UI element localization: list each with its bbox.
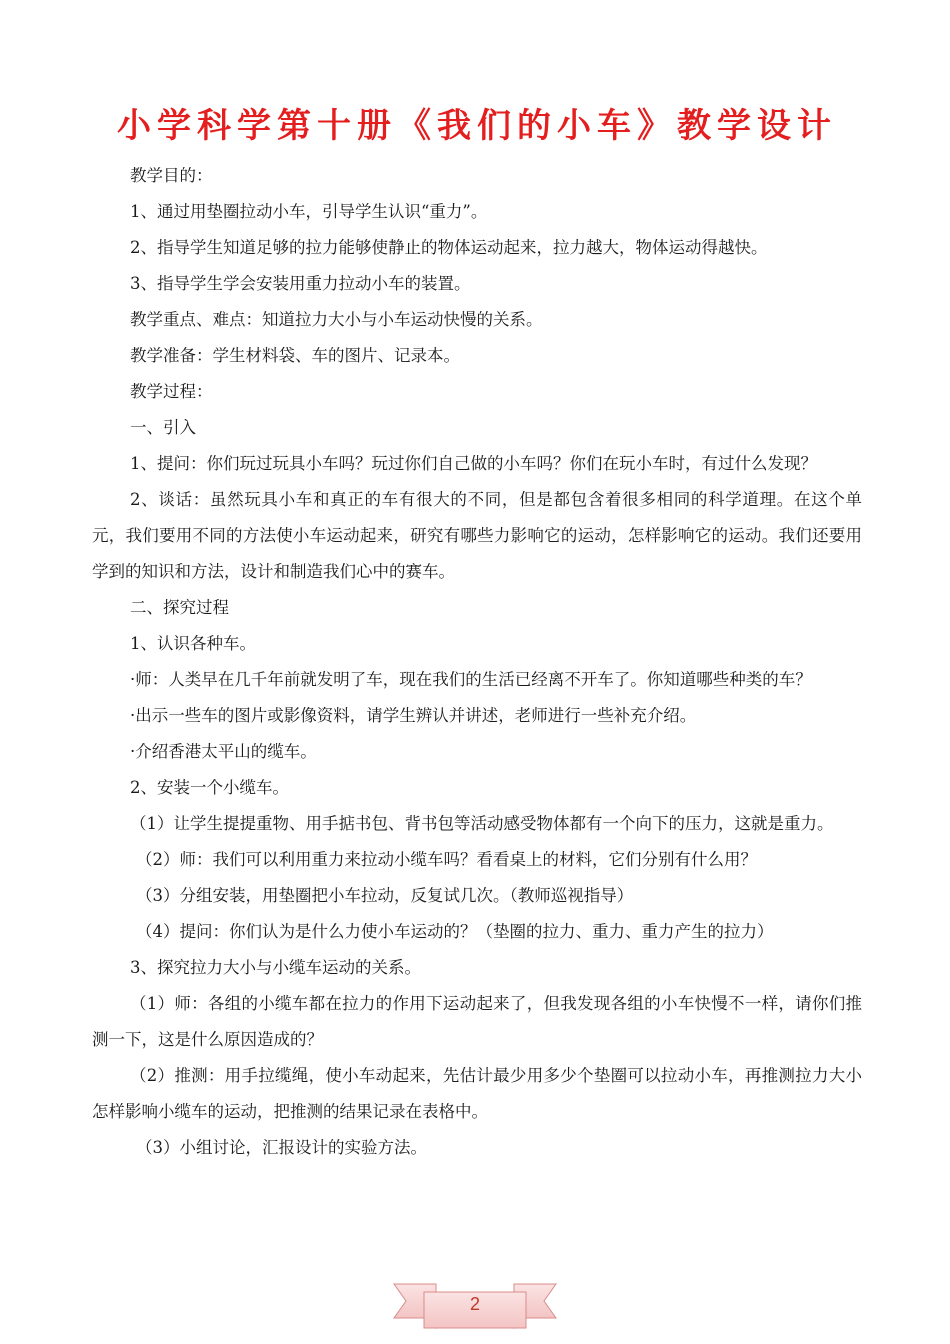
text-line: 教学重点、难点：知道拉力大小与小车运动快慢的关系。 bbox=[130, 310, 543, 329]
text-line: （2）师：我们可以利用重力来拉动小缆车吗？看看桌上的材料，它们分别有什么用？ bbox=[136, 850, 757, 869]
paragraph: （2）推测：用手拉缆绳，使小车动起来，先估计最少用多少个垫圈可以拉动小车，再推测拉力大小怎样影响小缆车的运动，把推测的结果记录在表格中。 bbox=[92, 1066, 862, 1121]
page-number-ribbon bbox=[392, 1278, 558, 1336]
text-line: ·出示一些车的图片或影像资料，请学生辨认并讲述，老师进行一些补充介绍。 bbox=[130, 706, 697, 725]
text-line: 一、引入 bbox=[130, 418, 196, 437]
text-line: 2、指导学生知道足够的拉力能够使静止的物体运动起来，拉力越大，物体运动得越快。 bbox=[130, 238, 768, 257]
paragraph: 1、提问：你们玩过玩具小车吗？玩过你们自己做的小车吗？你们在玩小车时，有过什么发现？ bbox=[130, 454, 817, 473]
text-line: （4）提问：你们认为是什么力使小车运动的？（垫圈的拉力、重力、重力产生的拉力） bbox=[136, 922, 774, 941]
text-line: （3）分组安装，用垫圈把小车拉动，反复试几次。（教师巡视指导） bbox=[136, 886, 634, 905]
page-number: 2 bbox=[469, 1294, 480, 1314]
text-line: 1、认识各种车。 bbox=[130, 634, 256, 653]
text-line: 教学准备：学生材料袋、车的图片、记录本。 bbox=[130, 346, 460, 365]
text-line: 1、通过用垫圈拉动小车，引导学生认识“重力”。 bbox=[130, 202, 488, 221]
text-line: 2、安装一个小缆车。 bbox=[130, 778, 289, 797]
paragraph: ·师：人类早在几千年前就发明了车，现在我们的生活已经离不开车了。你知道哪些种类的车？ bbox=[130, 670, 812, 689]
text-line: 教学过程： bbox=[130, 382, 213, 401]
document-title: 小学科学第十册《我们的小车》教学设计 bbox=[117, 106, 837, 146]
text-line: 二、探究过程 bbox=[130, 598, 229, 617]
text-line: 教学目的： bbox=[130, 166, 213, 185]
document-page bbox=[92, 100, 862, 1166]
paragraph: 2、谈话：虽然玩具小车和真正的车有很大的不同，但是都包含着很多相同的科学道理。在这个单元，我们要用不同的方法使小车运动起来，研究有哪些力影响它的运动，怎样影响它的运动。我们还要用学到的知识和方法，设计和制造我们心中的赛车。 bbox=[92, 490, 862, 581]
paragraph: （1）师：各组的小缆车都在拉力的作用下运动起来了，但我发现各组的小车快慢不一样，请你们推测一下，这是什么原因造成的？ bbox=[92, 994, 862, 1049]
text-line: （3）小组讨论，汇报设计的实验方法。 bbox=[136, 1138, 427, 1157]
text-line: 3、指导学生学会安装用重力拉动小车的装置。 bbox=[130, 274, 471, 293]
text-line: ·介绍香港太平山的缆车。 bbox=[130, 742, 317, 761]
paragraph: （1）让学生提提重物、用手掂书包、背书包等活动感受物体都有一个向下的压力，这就是重力。 bbox=[130, 814, 834, 833]
text-line: 3、探究拉力大小与小缆车运动的关系。 bbox=[130, 958, 421, 977]
